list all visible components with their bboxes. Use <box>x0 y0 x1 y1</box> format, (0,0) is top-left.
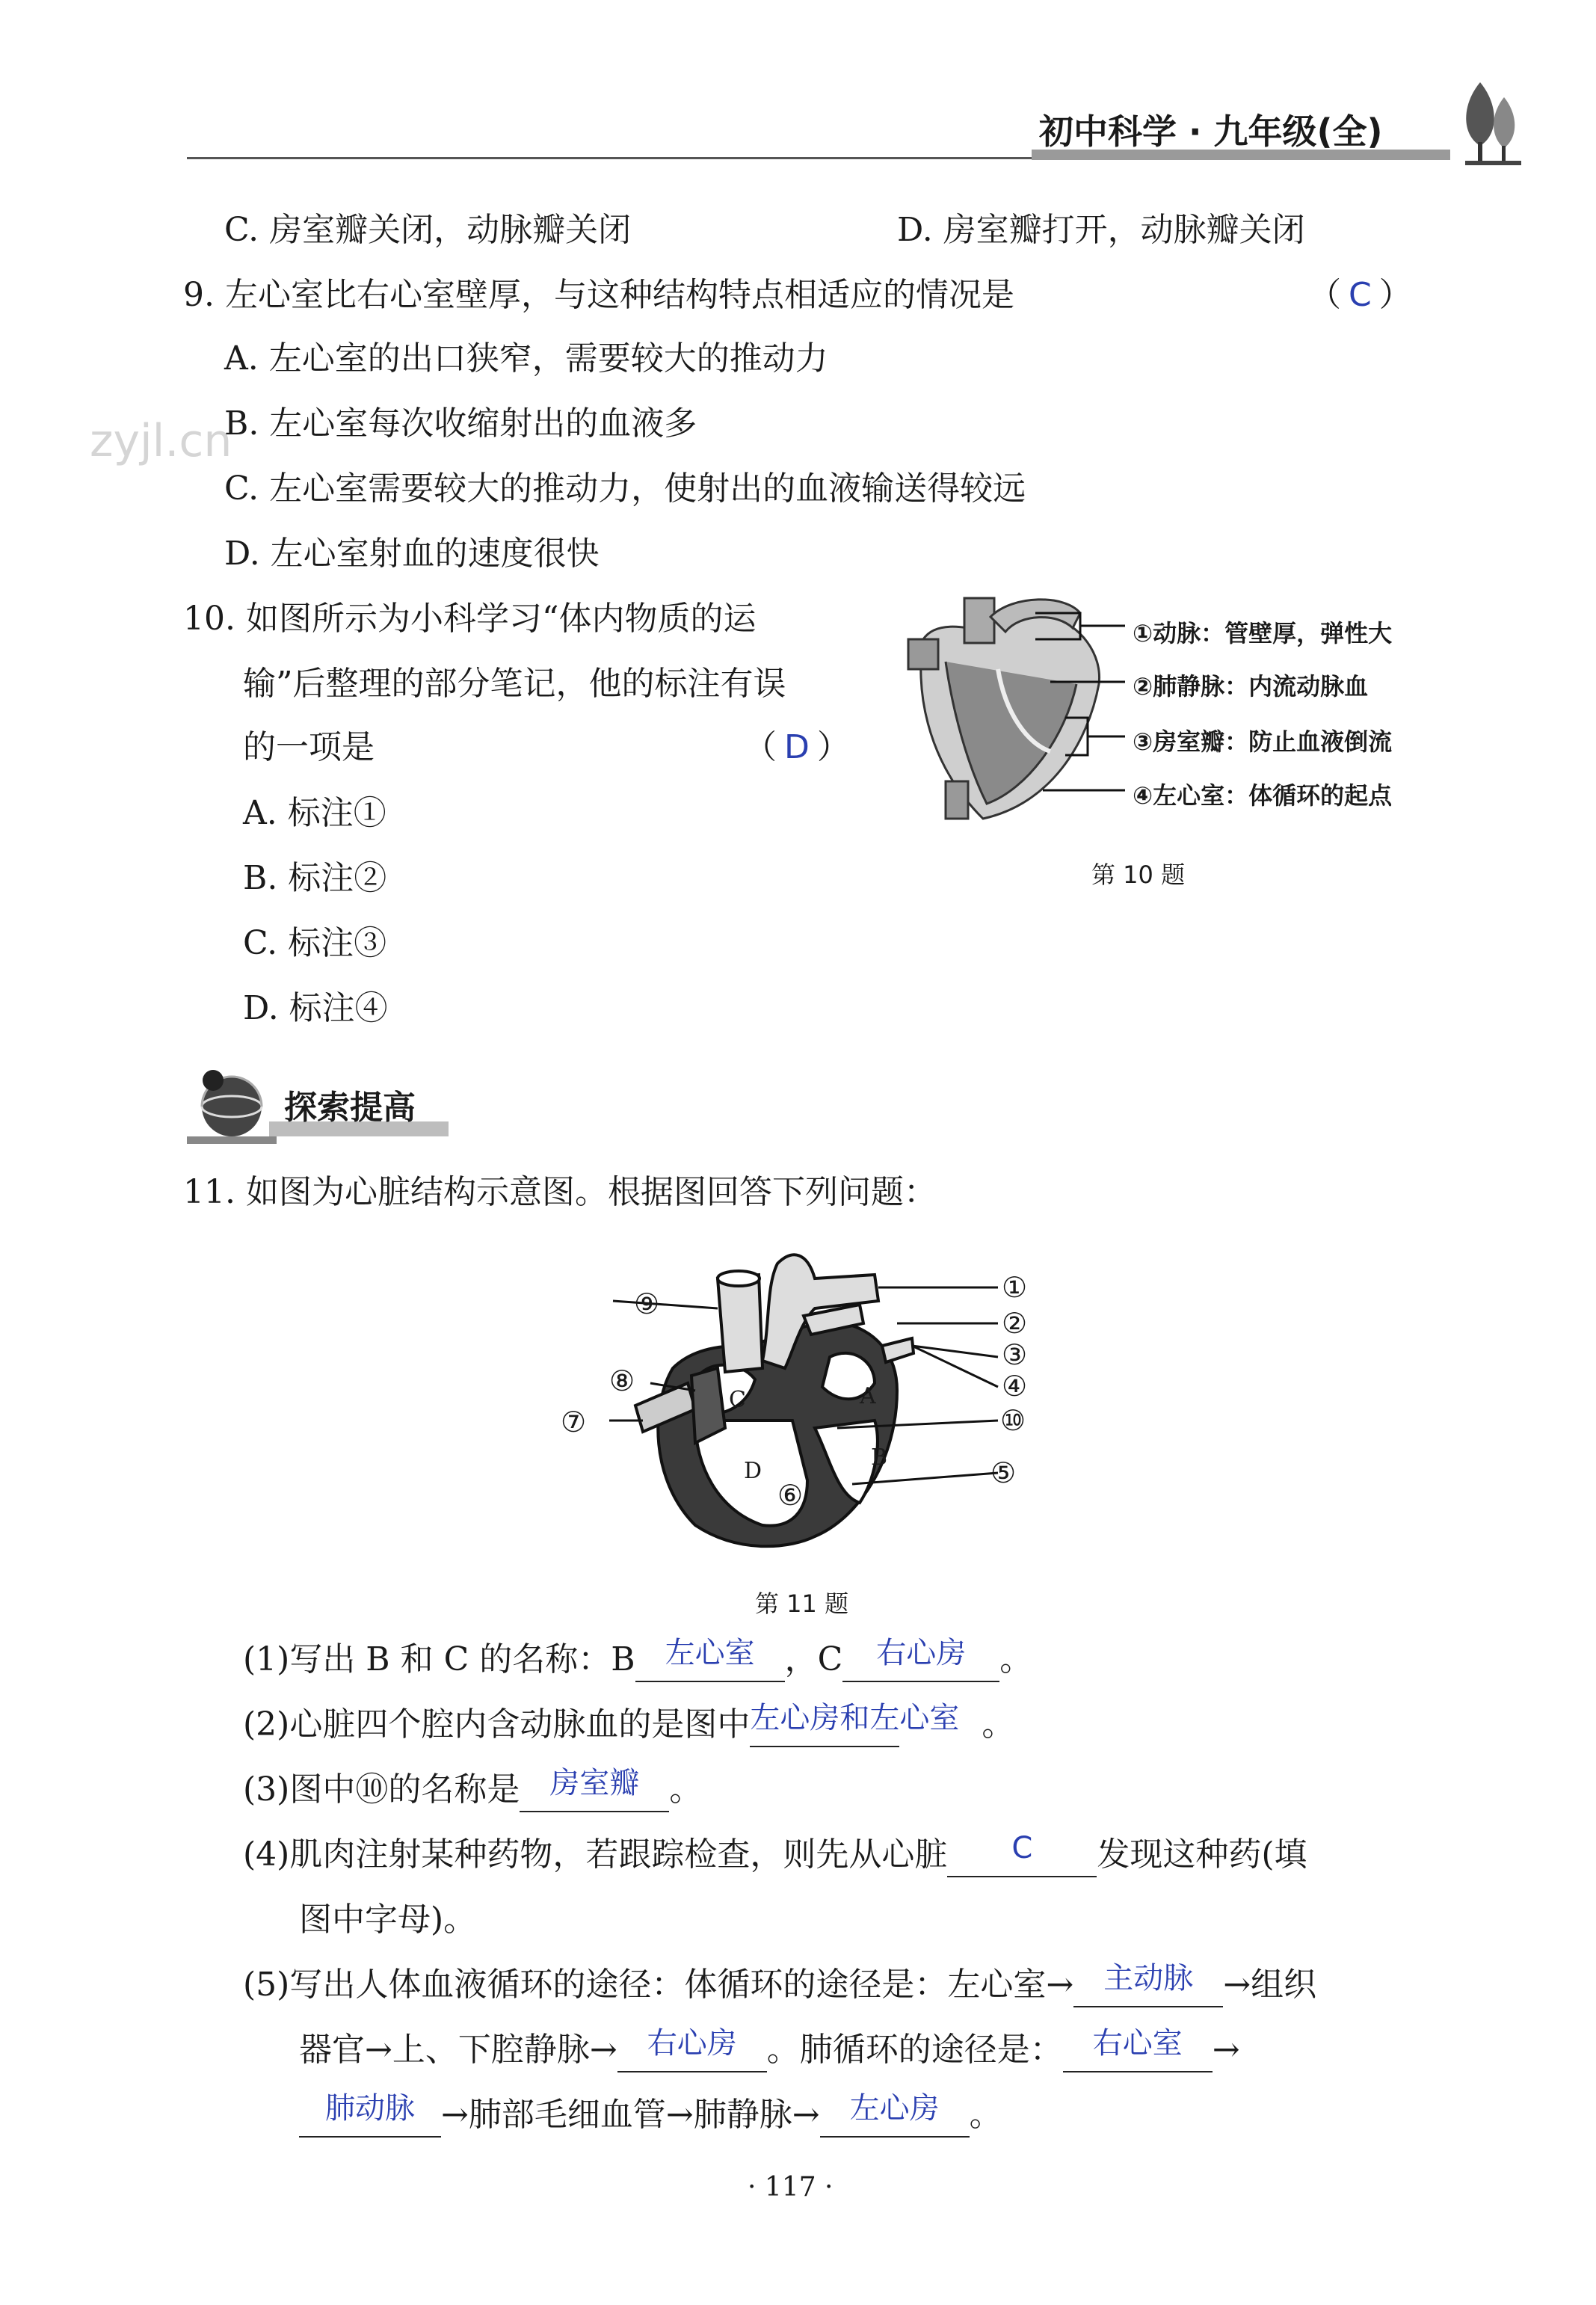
q11-part1-blank-b <box>635 1636 785 1682</box>
tree-logo-icon <box>1458 75 1525 168</box>
q11-heart-diagram <box>546 1234 1054 1563</box>
q9-stem: 9. 左心室比右心室壁厚，与这种结构特点相适应的情况是 <box>183 276 1014 314</box>
q11-part5-text2: 器官→上、下腔静脉→ <box>299 2031 617 2069</box>
q11-part2-end: 。 <box>982 1705 1015 1744</box>
fig-label-B: B <box>871 1444 888 1471</box>
q10-option-a: A. 标注① <box>243 794 386 832</box>
q11-part4-end: 发现这种药(填 <box>1097 1835 1307 1874</box>
q10-answer-paren <box>744 725 850 770</box>
q10-option-d: D. 标注④ <box>243 989 388 1027</box>
header-title: 初中科学 · 九年级(全) <box>1039 111 1383 152</box>
q10-line3: 的一项是 <box>243 728 375 766</box>
fig-label-8: ⑧ <box>609 1364 635 1397</box>
fig-label-3: ③ <box>1002 1338 1028 1371</box>
q10-option-c: C. 标注③ <box>243 924 387 962</box>
q11-part5-blank1 <box>1073 1961 1223 2007</box>
q10-label-2: ②肺静脉：内流动脉血 <box>1133 672 1369 701</box>
q11-part5-answer1: 主动脉 <box>1103 1961 1194 1995</box>
q11-part1-answer-c: 右心房 <box>876 1636 967 1670</box>
q11-part1-answer-b: 左心室 <box>665 1636 755 1670</box>
q11-part5-answer4: 肺动脉 <box>325 2091 415 2126</box>
q9-answer: C <box>1349 276 1372 314</box>
fig-label-2: ② <box>1002 1307 1028 1340</box>
q11-part2-answer: 左心房和左心室 <box>750 1701 960 1735</box>
q10-line1: 10. 如图所示为小科学习“体内物质的运 <box>183 600 757 638</box>
q11-part1-end: 。 <box>999 1640 1033 1678</box>
q11-stem: 11. 如图为心脏结构示意图。根据图回答下列问题： <box>183 1173 937 1211</box>
watermark: zyjl.cn <box>90 415 232 467</box>
q11-part3-blank <box>520 1766 669 1812</box>
q10-answer: D <box>784 728 810 766</box>
paren-right: ） <box>1378 276 1412 314</box>
q11-part3-text: (3)图中⑩的名称是 <box>243 1770 520 1809</box>
q10-label-1: ①动脉：管壁厚，弹性大 <box>1133 619 1393 647</box>
paren-left: （ <box>744 728 777 766</box>
q11-part5-answer3: 右心室 <box>1092 2026 1183 2061</box>
q11-part4-text: (4)肌肉注射某种药物，若跟踪检查，则先从心脏 <box>243 1835 948 1874</box>
q11-part4 <box>243 1832 1307 1877</box>
q11-part1-mid: ，C <box>784 1640 843 1678</box>
q8-option-c: C. 房室瓣关闭，动脉瓣关闭 <box>224 211 632 249</box>
q11-part3-answer: 房室瓣 <box>549 1766 640 1800</box>
q11-part5-blank5 <box>820 2091 970 2138</box>
q11-part1 <box>243 1637 1032 1682</box>
q11-part1-text: (1)写出 B 和 C 的名称：B <box>243 1640 635 1678</box>
q11-part5-answer5: 左心房 <box>849 2091 940 2126</box>
q11-part5-blank2 <box>617 2026 767 2072</box>
q11-part5-line3 <box>299 2093 1002 2138</box>
q11-part2 <box>243 1702 1014 1747</box>
page-number: · 117 · <box>748 2172 834 2203</box>
q9-option-a: A. 左心室的出口狭窄，需要较大的推动力 <box>224 339 828 378</box>
q11-part5-line2 <box>299 2028 1240 2072</box>
q11-part1-blank-c <box>842 1636 999 1682</box>
q11-part2-text: (2)心脏四个腔内含动脉血的是图中 <box>243 1705 751 1744</box>
q9-answer-paren <box>1308 273 1412 318</box>
q11-part4-blank <box>947 1831 1097 1877</box>
q11-part5-text1b: →组织 <box>1223 1966 1317 2004</box>
q10-label-3: ③房室瓣：防止血液倒流 <box>1133 727 1393 756</box>
q10-option-b: B. 标注② <box>243 859 387 897</box>
q11-part4-line2: 图中字母)。 <box>299 1901 477 1939</box>
fig-label-C: C <box>729 1387 746 1413</box>
q9-option-b: B. 左心室每次收缩射出的血液多 <box>224 404 697 443</box>
q11-part2-blank <box>750 1701 960 1747</box>
q8-option-d: D. 房室瓣打开，动脉瓣关闭 <box>897 211 1305 249</box>
q10-label-4: ④左心室：体循环的起点 <box>1133 781 1393 810</box>
q9-option-d: D. 左心室射血的速度很快 <box>224 535 600 573</box>
q11-part5-blank4 <box>299 2091 441 2138</box>
section-globe-icon <box>183 1065 280 1148</box>
fig-label-10: ⑩ <box>1000 1404 1026 1437</box>
q9-option-c: C. 左心室需要较大的推动力，使射出的血液输送得较远 <box>224 470 1026 508</box>
q10-caption: 第 10 题 <box>1091 861 1186 889</box>
q11-part4-answer: C <box>1011 1831 1033 1865</box>
fig-label-7: ⑦ <box>561 1406 587 1438</box>
q11-part5-end: 。 <box>969 2096 1002 2134</box>
fig-label-5: ⑤ <box>990 1456 1017 1489</box>
fig-label-9: ⑨ <box>634 1287 660 1320</box>
section-title: 探索提高 <box>284 1089 416 1127</box>
q11-part5-text1: (5)写出人体血液循环的途径：体循环的途径是：左心室→ <box>243 1966 1074 2004</box>
q11-part5-line1 <box>243 1963 1316 2007</box>
fig-label-6: ⑥ <box>777 1479 804 1512</box>
q11-part3 <box>243 1767 702 1812</box>
q11-part5-text2c: → <box>1212 2031 1240 2069</box>
q11-part5-answer2: 右心房 <box>647 2026 737 2061</box>
q11-part3-end: 。 <box>669 1770 703 1809</box>
q10-line2: 输”后整理的部分笔记，他的标注有误 <box>243 665 786 703</box>
q11-part5-blank3 <box>1063 2026 1213 2072</box>
q11-caption: 第 11 题 <box>755 1590 849 1618</box>
fig-label-4: ④ <box>1002 1370 1028 1403</box>
paren-right: ） <box>816 728 850 766</box>
fig-label-A: A <box>860 1383 876 1409</box>
fig-label-D: D <box>744 1458 762 1484</box>
q11-part5-text2b: 。肺循环的途径是： <box>766 2031 1063 2069</box>
fig-label-1: ① <box>1002 1271 1028 1304</box>
q11-part5-text3: →肺部毛细血管→肺静脉→ <box>441 2096 820 2134</box>
paren-left: （ <box>1308 276 1341 314</box>
